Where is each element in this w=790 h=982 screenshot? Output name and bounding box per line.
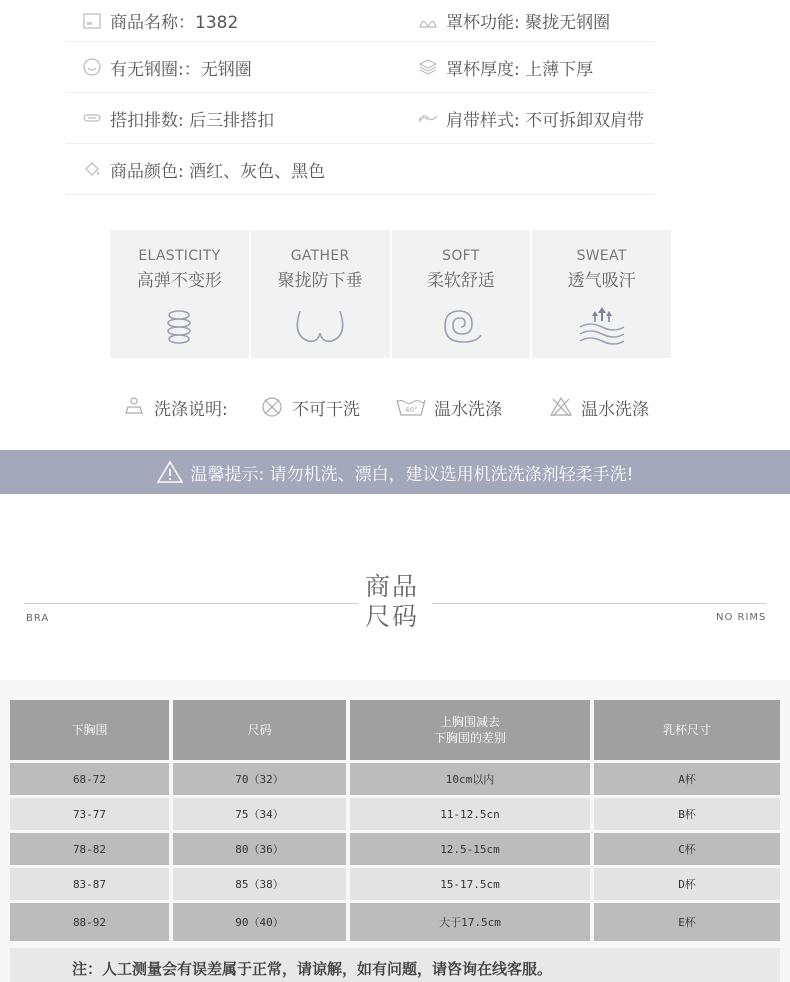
info-item-clasp xyxy=(82,93,274,143)
feature-cn: 柔软舒适 xyxy=(426,271,495,291)
table-row xyxy=(10,833,780,865)
feature-en: SOFT xyxy=(442,248,480,264)
info-row xyxy=(66,144,654,195)
bust-icon xyxy=(294,305,346,349)
header-difference: 上胸围减去 下胸围的差别 xyxy=(350,700,590,760)
cell-underbust: 78-82 xyxy=(10,833,169,865)
header-cup-size: 乳杯尺寸 xyxy=(594,700,780,760)
section-title-line2: 尺码 xyxy=(364,602,419,631)
cell-size: 90（40） xyxy=(173,903,346,941)
strap-icon xyxy=(418,108,438,128)
washing-person-icon xyxy=(122,395,146,419)
section-title xyxy=(360,572,424,632)
info-text: 商品颜色: 酒红、灰色、黑色 xyxy=(110,161,326,182)
wash-item-text: 温水洗涤 xyxy=(581,399,649,420)
feature-elasticity xyxy=(110,230,249,358)
feature-en: ELASTICITY xyxy=(138,248,221,264)
table-row xyxy=(10,903,780,941)
cell-underbust: 68-72 xyxy=(10,763,169,795)
section-title-line1: 商品 xyxy=(364,572,419,601)
wash-item-no-dry-clean xyxy=(260,392,360,422)
feature-sweat xyxy=(532,230,671,358)
divider-left xyxy=(24,603,358,604)
section-right-label: NO RIMS xyxy=(716,612,767,623)
feature-gather xyxy=(251,230,390,358)
wash-item-warm-water xyxy=(396,392,502,422)
clasp-icon xyxy=(82,108,102,128)
info-row xyxy=(66,93,654,144)
feature-en: GATHER xyxy=(290,248,350,264)
product-info xyxy=(66,0,654,195)
wash-instructions xyxy=(0,392,790,422)
feature-soft xyxy=(392,230,531,358)
info-text: 搭扣排数: 后三排搭扣 xyxy=(110,110,275,131)
header-size: 尺码 xyxy=(173,700,346,760)
feature-boxes xyxy=(110,230,671,358)
info-text: 商品名称：1382 xyxy=(110,13,239,33)
info-text: 罩杯功能: 聚拢无钢圈 xyxy=(446,13,611,33)
section-left-label: BRA xyxy=(26,613,50,624)
warning-bar xyxy=(0,450,790,494)
info-item-strap xyxy=(418,93,644,143)
wash-item-no-bleach xyxy=(549,392,649,422)
cell-cup: E杯 xyxy=(594,903,780,941)
info-text: 肩带样式: 不可拆卸双肩带 xyxy=(446,110,645,131)
feature-cn: 透气吸汗 xyxy=(567,271,636,291)
wash-label xyxy=(122,392,228,422)
cell-cup: C杯 xyxy=(594,833,780,865)
wash-40-icon xyxy=(396,395,426,419)
divider-right xyxy=(432,603,766,604)
info-row xyxy=(66,0,654,42)
info-item-colors xyxy=(82,144,325,194)
cell-size: 85（38） xyxy=(173,868,346,900)
info-item-wire xyxy=(82,42,252,92)
smile-icon xyxy=(82,57,102,77)
cell-underbust: 83-87 xyxy=(10,868,169,900)
info-text: 有无钢圈:：无钢圈 xyxy=(110,59,252,80)
warning-icon xyxy=(157,460,183,484)
info-text: 罩杯厚度: 上薄下厚 xyxy=(446,59,594,80)
feature-cn: 聚拢防下垂 xyxy=(277,271,363,291)
header-underbust: 下胸围 xyxy=(10,700,169,760)
wash-item-text: 温水洗涤 xyxy=(434,399,502,420)
cell-difference: 11-12.5cn xyxy=(350,798,590,830)
info-item-name xyxy=(82,0,238,41)
cell-underbust: 88-92 xyxy=(10,903,169,941)
info-item-cup-thickness xyxy=(418,42,593,92)
wash-label-text: 洗涤说明: xyxy=(154,399,228,420)
feature-en: SWEAT xyxy=(576,248,627,264)
cell-underbust: 73-77 xyxy=(10,798,169,830)
tag-icon xyxy=(82,11,102,31)
cell-size: 80（36） xyxy=(173,833,346,865)
cell-size: 70（32） xyxy=(173,763,346,795)
spring-icon xyxy=(153,305,205,349)
cell-difference: 大于17.5cm xyxy=(350,903,590,941)
svg-text:40°: 40° xyxy=(405,406,418,414)
layers-icon xyxy=(418,57,438,77)
info-row xyxy=(66,42,654,93)
size-table xyxy=(10,700,780,944)
cell-difference: 12.5-15cm xyxy=(350,833,590,865)
info-item-cup-function xyxy=(418,0,610,41)
table-row xyxy=(10,868,780,900)
table-row xyxy=(10,798,780,830)
table-note: 注：人工测量会有误差属于正常，请谅解，如有问题，请咨询在线客服。 xyxy=(10,948,780,982)
no-dry-clean-icon xyxy=(260,395,284,419)
bra-icon xyxy=(418,11,438,31)
cell-difference: 10cm以内 xyxy=(350,763,590,795)
cell-cup: A杯 xyxy=(594,763,780,795)
no-bleach-icon xyxy=(549,395,573,419)
warning-text: 温馨提示: 请勿机洗、漂白，建议选用机洗洗涤剂轻柔手洗! xyxy=(190,464,634,485)
cell-difference: 15-17.5cm xyxy=(350,868,590,900)
breathable-icon xyxy=(576,305,628,349)
cell-cup: D杯 xyxy=(594,868,780,900)
paint-bucket-icon xyxy=(82,159,102,179)
table-header-row xyxy=(10,700,780,760)
cell-cup: B杯 xyxy=(594,798,780,830)
wash-item-text: 不可干洗 xyxy=(292,399,360,420)
table-row xyxy=(10,763,780,795)
cell-size: 75（34） xyxy=(173,798,346,830)
swirl-icon xyxy=(435,305,487,349)
feature-cn: 高弹不变形 xyxy=(136,271,222,291)
